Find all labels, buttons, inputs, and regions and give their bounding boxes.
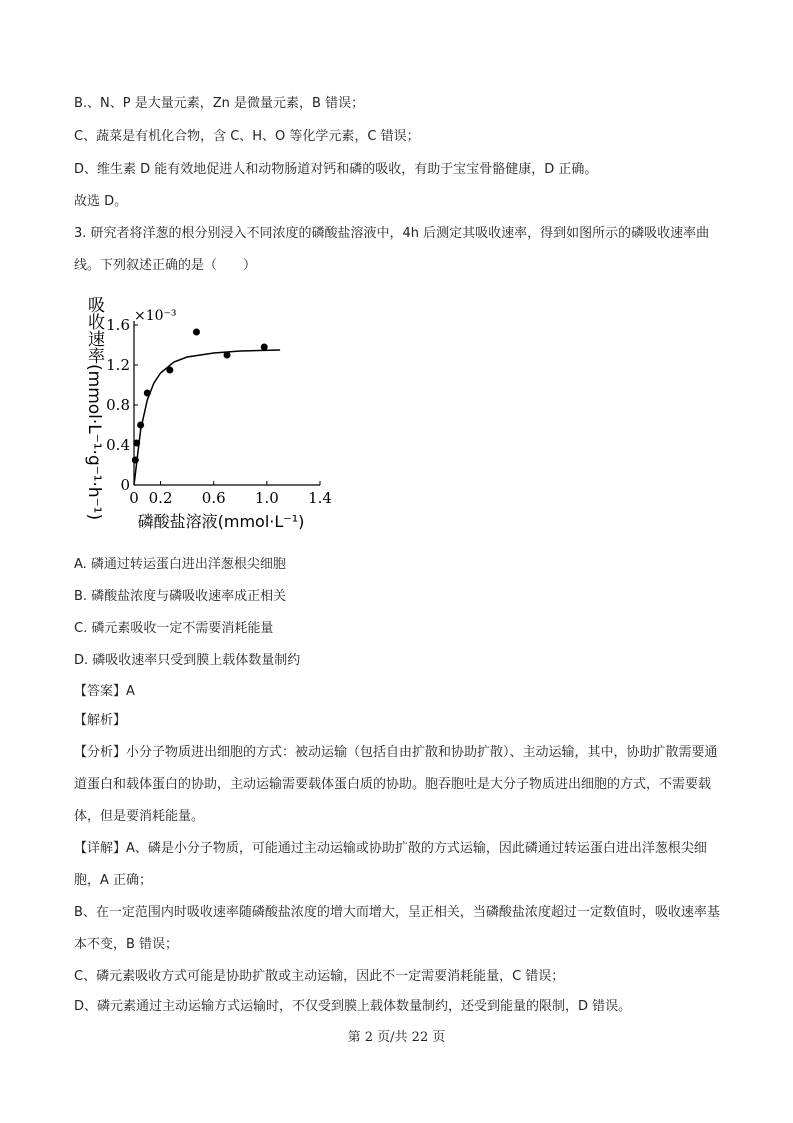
- analysis-detail-d: D、磷元素通过主动运输方式运输时，不仅受到膜上载体数量制约，还受到能量的限制，D 错误。: [74, 999, 632, 1014]
- option-c: C. 磷元素吸收一定不需要消耗能量: [74, 621, 274, 636]
- y-tick-label: 0.8: [106, 396, 130, 414]
- y-axis-label: 吸收速率(mmol·L⁻¹·g⁻¹·h⁻¹): [84, 296, 104, 521]
- y-tick-label: 1.2: [106, 356, 130, 374]
- analysis-detail-c: C、磷元素吸收方式可能是协助扩散或主动运输，因此不一定需要消耗能量，C 错误；: [74, 969, 565, 984]
- data-point: [261, 344, 268, 351]
- option-b: B. 磷酸盐浓度与磷吸收速率成正相关: [74, 589, 287, 604]
- x-tick-label: 0.2: [148, 489, 173, 507]
- phosphate-uptake-chart: [78, 292, 338, 537]
- analysis-fenxi: 【分析】小分子物质进出细胞的方式：被动运输（包括自由扩散和协助扩散）、主动运输，其中，协助扩散需要通道蛋白和载体蛋白的协助，主动运输需要载体蛋白质的协助。胞吞胞吐是大分子物质进出细胞的方式，不需要载体，但是要消耗能量。: [74, 745, 718, 824]
- text-line: B.、N、P 是大量元素，Zn 是微量元素，B 错误；: [74, 96, 365, 111]
- data-point: [133, 440, 140, 447]
- data-point: [224, 352, 231, 359]
- text-line: C、蔬菜是有机化合物，含 C、H、O 等化学元素，C 错误；: [74, 129, 420, 144]
- analysis-detail-a: 【详解】A、磷是小分子物质，可能通过主动运输或协助扩散的方式运输，因此磷通过转运蛋白进出洋葱根尖细胞，A 正确；: [74, 841, 707, 888]
- question-3: 3. 研究者将洋葱的根分别浸入不同浓度的磷酸盐溶液中，4h 后测定其吸收速率，得到如图所示的磷吸收速率曲线。下列叙述正确的是（ ）: [74, 226, 710, 273]
- x-axis-label: 磷酸盐溶液(mmol·L⁻¹): [137, 512, 305, 531]
- fitted-curve: [134, 350, 280, 485]
- data-point: [193, 329, 200, 336]
- y-tick-label: 0: [120, 476, 130, 494]
- page-footer: 第 2 页/共 22 页: [347, 1030, 446, 1045]
- analysis-heading: 【解析】: [74, 713, 127, 728]
- text-line: 故选 D。: [74, 194, 128, 209]
- y-multiplier: ×10⁻³: [134, 308, 177, 324]
- option-d: D. 磷吸收速率只受到膜上载体数量制约: [74, 653, 301, 668]
- data-point: [132, 457, 139, 464]
- x-tick-label: 1.0: [254, 489, 279, 507]
- data-point: [137, 422, 144, 429]
- x-tick-label: 0.6: [201, 489, 226, 507]
- y-tick-label: 1.6: [106, 316, 130, 334]
- text-line: D、维生素 D 能有效地促进人和动物肠道对钙和磷的吸收，有助于宝宝骨骼健康，D 正确。: [74, 162, 598, 177]
- data-point: [166, 367, 173, 374]
- analysis-detail-b: B、在一定范围内时吸收速率随磷酸盐浓度的增大而增大，呈正相关，当磷酸盐浓度超过一定数值时，吸收速率基本不变，B 错误；: [74, 905, 720, 952]
- x-tick-label: 0: [129, 489, 139, 507]
- answer: 【答案】A: [74, 684, 135, 699]
- x-tick-label: 1.4: [308, 489, 332, 507]
- option-a: A. 磷通过转运蛋白进出洋葱根尖细胞: [74, 557, 286, 572]
- data-point: [144, 390, 151, 397]
- y-tick-label: 0.4: [106, 436, 130, 454]
